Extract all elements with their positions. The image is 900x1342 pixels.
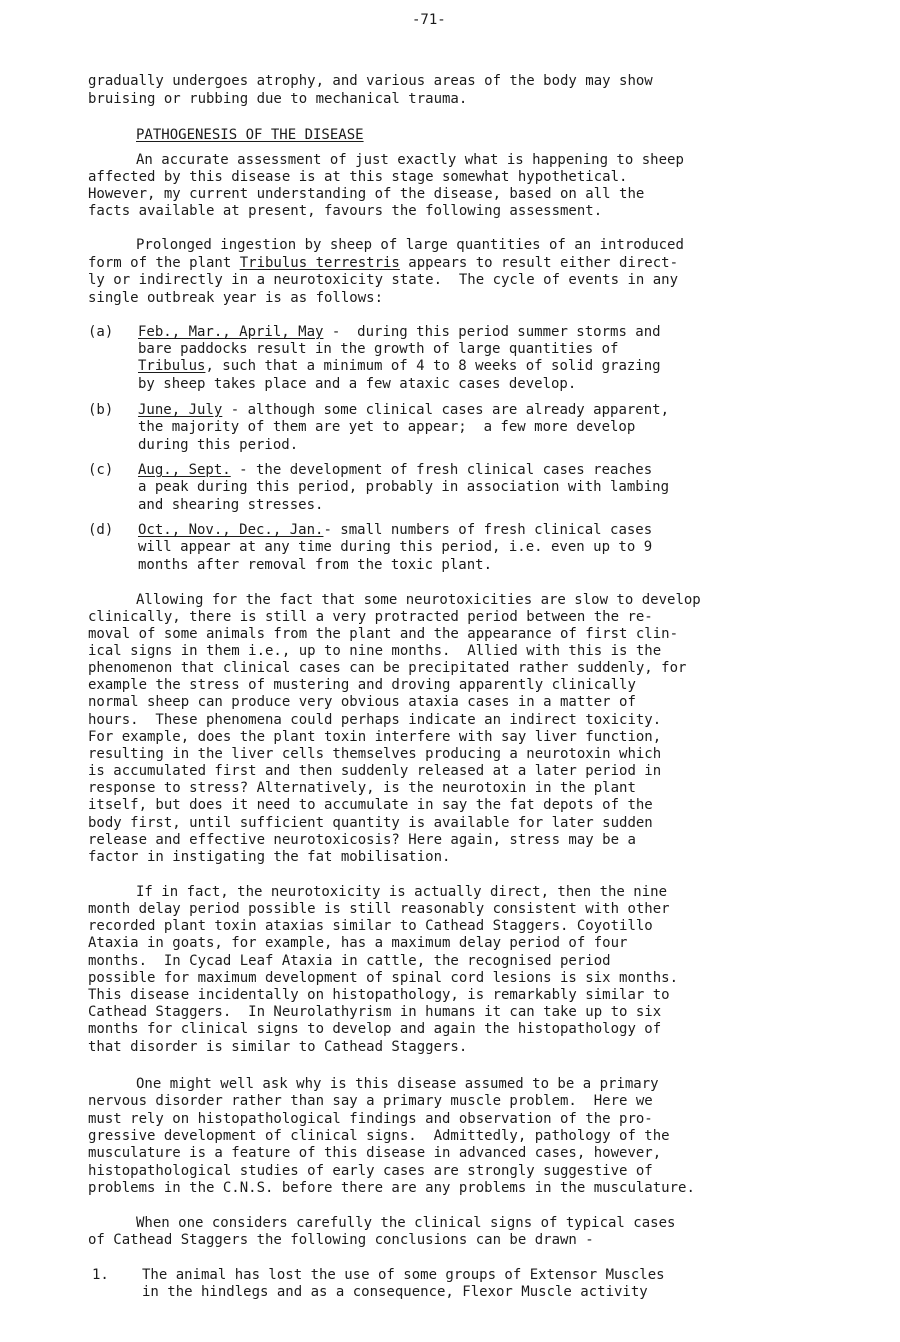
section-heading: PATHOGENESIS OF THE DISEASE [136,127,364,143]
paragraph-line: clinically, there is still a very protracted period between the re- [88,609,653,625]
paragraph-line: Prolonged ingestion by sheep of large quantities of an introduced [136,237,684,253]
list-item-line [138,402,669,419]
list-item-line: the majority of them are yet to appear; a few more develop [138,419,636,435]
paragraph-line: ical signs in them i.e., up to nine months. Allied with this is the [88,643,662,659]
paragraph-line: This disease incidentally on histopathology, is remarkably similar to [88,987,670,1003]
paragraph-line: When one considers carefully the clinical signs of typical cases [136,1215,676,1231]
paragraph-line: problems in the C.N.S. before there are any problems in the musculature. [88,1180,695,1196]
text-run: - during this period summer storms and [323,324,661,340]
paragraph-line [88,255,678,272]
list-item-line: months after removal from the toxic plant. [138,557,493,573]
paragraph-line: example the stress of mustering and droving apparently clinically [88,677,636,693]
paragraph-line: moval of some animals from the plant and the appearance of first clin- [88,626,679,642]
paragraph-line: affected by this disease is at this stage somewhat hypothetical. [88,169,628,185]
text-run: appears to result either direct- [399,255,679,271]
text-run: , such that a minimum of 4 to 8 weeks of solid grazing [205,358,661,374]
paragraph-line: If in fact, the neurotoxicity is actually direct, then the nine [136,884,668,900]
page-number: -71- [412,12,446,28]
paragraph-line: possible for maximum development of spinal cord lesions is six months. [88,970,679,986]
paragraph-line: that disorder is similar to Cathead Staggers. [88,1039,468,1055]
species-name: Tribulus terrestris [239,255,400,271]
paragraph-line: single outbreak year is as follows: [88,290,384,306]
species-name: Tribulus [138,358,206,374]
paragraph-line: An accurate assessment of just exactly what is happening to sheep [136,152,684,168]
paragraph-line: months. In Cycad Leaf Ataxia in cattle, the recognised period [88,953,611,969]
paragraph-line: gressive development of clinical signs. Admittedly, pathology of the [88,1128,670,1144]
list-item-line [138,522,652,539]
text-run: form of the plant [88,255,240,271]
paragraph-line: For example, does the plant toxin interfere with say liver function, [88,729,662,745]
paragraph-line: must rely on histopathological findings and observation of the pro- [88,1111,653,1127]
list-marker: (b) [88,402,114,418]
list-item-line: by sheep takes place and a few ataxic cases develop. [138,376,577,392]
list-period: June, July [138,402,223,418]
list-item-line [138,324,661,341]
numbered-item-line: in the hindlegs and as a consequence, Flexor Muscle activity [142,1284,648,1300]
paragraph-line: response to stress? Alternatively, is the neurotoxin in the plant [88,780,636,796]
list-marker: (c) [88,462,114,478]
list-item-line: bare paddocks result in the growth of large quantities of [138,341,619,357]
paragraph-line: Ataxia in goats, for example, has a maximum delay period of four [88,935,628,951]
paragraph-line: facts available at present, favours the following assessment. [88,203,603,219]
list-item-line: during this period. [138,437,299,453]
list-item-line [138,462,652,479]
list-period: Aug., Sept. [138,462,231,478]
list-item-line: a peak during this period, probably in association with lambing [138,479,670,495]
paragraph-line: Allowing for the fact that some neurotoxicities are slow to develop [136,592,701,608]
list-marker: (a) [88,324,114,340]
paragraph-line: body first, until sufficient quantity is available for later sudden [88,815,653,831]
list-marker: (d) [88,522,114,538]
paragraph-line: month delay period possible is still reasonably consistent with other [88,901,670,917]
text-run: - small numbers of fresh clinical cases [323,522,653,538]
text-run: - although some clinical cases are already apparent, [222,402,670,418]
paragraph-line: Cathead Staggers. In Neurolathyrism in humans it can take up to six [88,1004,662,1020]
paragraph-line: ly or indirectly in a neurotoxicity state. The cycle of events in any [88,272,679,288]
paragraph-line: of Cathead Staggers the following conclusions can be drawn - [88,1232,594,1248]
paragraph-line: months for clinical signs to develop and again the histopathology of [88,1021,662,1037]
paragraph-line: recorded plant toxin ataxias similar to Cathead Staggers. Coyotillo [88,918,653,934]
list-item-line: and shearing stresses. [138,497,324,513]
paragraph-line: normal sheep can produce very obvious ataxia cases in a matter of [88,694,636,710]
paragraph-line: musculature is a feature of this disease in advanced cases, however, [88,1145,662,1161]
intro-line-2: bruising or rubbing due to mechanical trauma. [88,91,468,107]
list-period: Feb., Mar., April, May [138,324,324,340]
paragraph-line: is accumulated first and then suddenly released at a later period in [88,763,662,779]
paragraph-line: However, my current understanding of the disease, based on all the [88,186,645,202]
paragraph-line: resulting in the liver cells themselves producing a neurotoxin which [88,746,662,762]
numbered-item-line: The animal has lost the use of some groups of Extensor Muscles [142,1267,665,1283]
paragraph-line: One might well ask why is this disease assumed to be a primary [136,1076,659,1092]
paragraph-line: factor in instigating the fat mobilisation. [88,849,451,865]
text-run: - the development of fresh clinical cases reaches [230,462,653,478]
paragraph-line: itself, but does it need to accumulate in say the fat depots of the [88,797,653,813]
list-period: Oct., Nov., Dec., Jan. [138,522,324,538]
intro-line-1: gradually undergoes atrophy, and various areas of the body may show [88,73,653,89]
list-item-line: will appear at any time during this period, i.e. even up to 9 [138,539,653,555]
paragraph-line: phenomenon that clinical cases can be precipitated rather suddenly, for [88,660,687,676]
list-item-line [138,358,661,375]
paragraph-line: histopathological studies of early cases are strongly suggestive of [88,1163,653,1179]
paragraph-line: release and effective neurotoxicosis? Here again, stress may be a [88,832,636,848]
numbered-marker: 1. [92,1267,109,1283]
paragraph-line: nervous disorder rather than say a primary muscle problem. Here we [88,1093,653,1109]
paragraph-line: hours. These phenomena could perhaps indicate an indirect toxicity. [88,712,662,728]
